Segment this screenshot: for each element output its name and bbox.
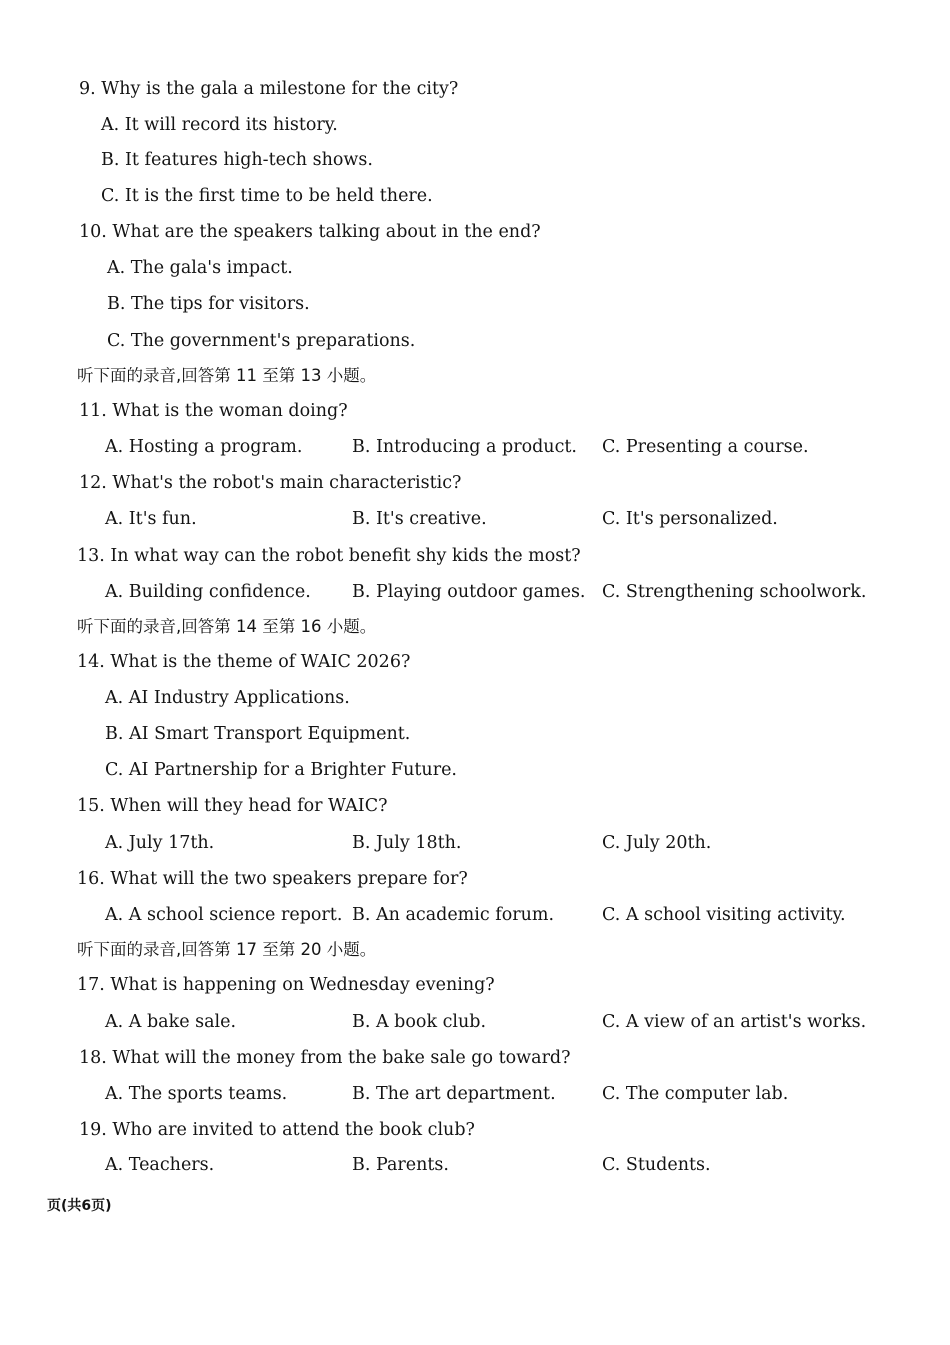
question-15-stem: 15. When will they head for WAIC?	[77, 796, 388, 816]
question-13-option-a: A. Building confidence.	[105, 582, 311, 602]
question-14-option-c: C. AI Partnership for a Brighter Future.	[105, 760, 457, 780]
question-19-option-c: C. Students.	[602, 1155, 711, 1175]
question-11-options	[0, 436, 950, 458]
question-19-options	[0, 1154, 950, 1176]
question-10-option-a: A. The gala's impact.	[107, 258, 293, 278]
question-12-option-a: A. It's fun.	[105, 509, 197, 529]
question-18-option-c: C. The computer lab.	[602, 1084, 789, 1104]
question-18-stem: 18. What will the money from the bake sale go toward?	[79, 1048, 571, 1068]
question-14-stem: 14. What is the theme of WAIC 2026?	[77, 652, 411, 672]
question-17-option-a: A. A bake sale.	[105, 1012, 237, 1032]
question-12-option-c: C. It's personalized.	[602, 509, 778, 529]
question-15-options	[0, 832, 950, 854]
question-9-option-c: C. It is the first time to be held there.	[101, 186, 433, 206]
question-14-option-b: B. AI Smart Transport Equipment.	[105, 724, 411, 744]
question-12-option-b: B. It's creative.	[352, 509, 487, 529]
question-12-options	[0, 508, 950, 530]
question-10-stem: 10. What are the speakers talking about in the end?	[79, 222, 541, 242]
question-10-option-c: C. The government's preparations.	[107, 331, 416, 351]
question-9-option-b: B. It features high-tech shows.	[101, 150, 373, 170]
question-12-stem: 12. What's the robot's main characteristic?	[79, 473, 462, 493]
question-11-option-b: B. Introducing a product.	[352, 437, 577, 457]
question-15-option-a: A. July 17th.	[105, 833, 215, 853]
question-11-option-a: A. Hosting a program.	[105, 437, 303, 457]
question-19-stem: 19. Who are invited to attend the book club?	[79, 1120, 475, 1140]
question-16-option-b: B. An academic forum.	[352, 905, 555, 925]
question-9-stem: 9. Why is the gala a milestone for the city?	[79, 79, 459, 99]
section-instruction-17-20: 听下面的录音,回答第 17 至第 20 小题。	[77, 940, 377, 959]
page-footer: 页(共6页)	[47, 1198, 112, 1214]
question-17-stem: 17. What is happening on Wednesday evening?	[77, 975, 495, 995]
section-instruction-14-16: 听下面的录音,回答第 14 至第 16 小题。	[77, 617, 377, 636]
section-instruction-11-13: 听下面的录音,回答第 11 至第 13 小题。	[77, 366, 377, 385]
question-10-option-b: B. The tips for visitors.	[107, 294, 310, 314]
question-13-option-b: B. Playing outdoor games.	[352, 582, 586, 602]
question-15-option-c: C. July 20th.	[602, 833, 712, 853]
question-19-option-b: B. Parents.	[352, 1155, 449, 1175]
question-14-option-a: A. AI Industry Applications.	[105, 688, 350, 708]
question-16-stem: 16. What will the two speakers prepare for?	[77, 869, 468, 889]
question-16-option-a: A. A school science report.	[105, 905, 343, 925]
question-18-option-b: B. The art department.	[352, 1084, 556, 1104]
question-16-option-c: C. A school visiting activity.	[602, 905, 846, 925]
question-17-option-b: B. A book club.	[352, 1012, 487, 1032]
question-18-options	[0, 1083, 950, 1105]
question-16-options	[0, 904, 950, 926]
question-17-options	[0, 1011, 950, 1033]
question-13-stem: 13. In what way can the robot benefit shy kids the most?	[77, 546, 581, 566]
question-15-option-b: B. July 18th.	[352, 833, 462, 853]
question-13-option-c: C. Strengthening schoolwork.	[602, 582, 867, 602]
question-18-option-a: A. The sports teams.	[105, 1084, 288, 1104]
question-17-option-c: C. A view of an artist's works.	[602, 1012, 867, 1032]
question-19-option-a: A. Teachers.	[105, 1155, 215, 1175]
question-11-option-c: C. Presenting a course.	[602, 437, 809, 457]
question-13-options	[0, 581, 950, 603]
question-9-option-a: A. It will record its history.	[101, 115, 338, 135]
question-11-stem: 11. What is the woman doing?	[79, 401, 348, 421]
